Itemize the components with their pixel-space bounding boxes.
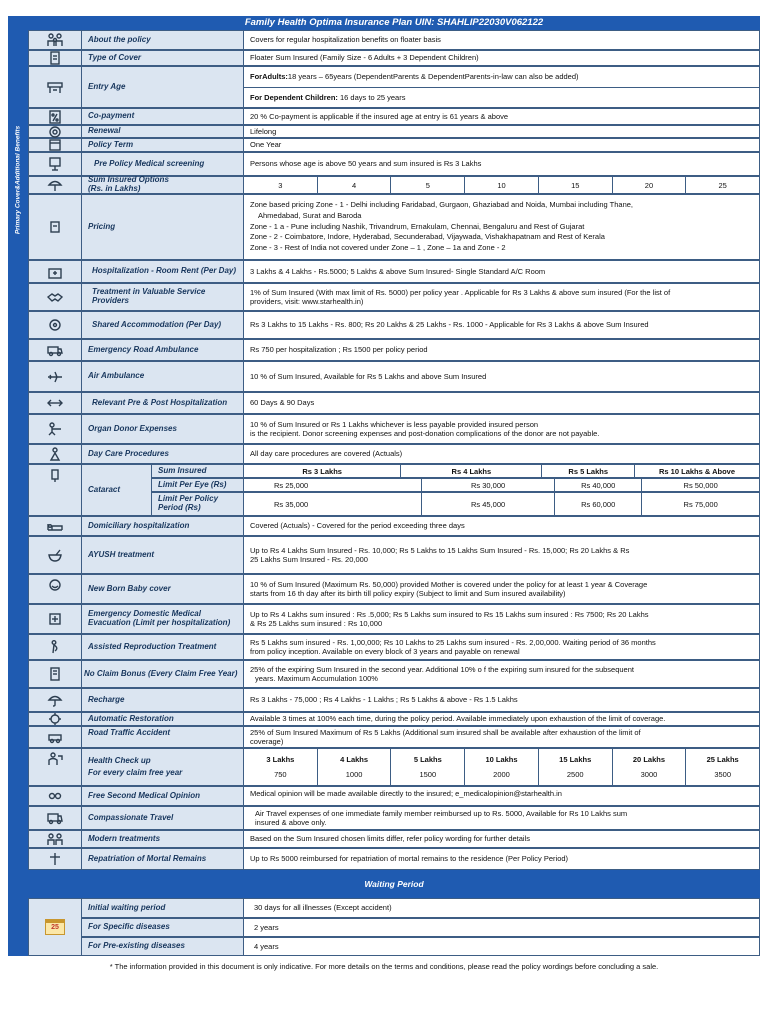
entry-children [244, 87, 760, 108]
row-label: Organ Donor Expenses [82, 414, 244, 444]
value-line: Air Travel expenses of one immediate family member reimbursed up to Rs. 5000, Available for Rs 10 Lakhs sum [255, 808, 628, 818]
row-value: Rs 3 Lakhs - 75,000 ; Rs 4 Lakhs - 1 Lakhs ; Rs 5 Lakhs & above - Rs 1.5 Lakhs [244, 688, 760, 712]
row-road-accident [28, 726, 760, 748]
checkup-label-2: For every claim free year [88, 767, 183, 777]
pricing-line: Zone - 1 a - Pune including Nashik, Trivandrum, Ernakulam, Chennai, Bengaluru and Rest of Gujarat [250, 221, 585, 231]
mortar-icon [47, 548, 63, 562]
row-sum-insured-options [28, 176, 760, 194]
cataract-per-policy: Rs 35,000 [244, 492, 422, 516]
row-renewal [28, 125, 760, 138]
waiting-period-table [28, 898, 760, 956]
row-label: No Claim Bonus (Every Claim Free Year) [82, 660, 244, 688]
checkup-value: 3000 [640, 770, 658, 779]
evacuation-icon [47, 612, 63, 626]
row-copay [28, 108, 760, 125]
row-restoration [28, 712, 760, 726]
ambulance-icon [47, 343, 63, 357]
pregnancy-icon [47, 640, 63, 654]
row-label: Emergency Domestic Medical Evacuation (Limit per hospitalization) [82, 604, 244, 634]
row-label: Policy Term [82, 138, 244, 152]
si-option: 3 [244, 176, 318, 194]
cataract-grid [244, 464, 760, 516]
checkup-col-header: 5 Lakhs [413, 755, 442, 764]
checkup-col-header: 25 Lakhs [706, 755, 739, 764]
row-value: 2 years [244, 918, 760, 937]
checkup-col-header: 20 Lakhs [632, 755, 665, 764]
value-line: 25 Lakhs Sum Insured - Rs. 20,000 [250, 555, 368, 564]
arrows-icon [47, 396, 63, 410]
value-line: Up to Rs 4 Lakhs sum insured : Rs .5,000; Rs 5 Lakhs sum insured to Rs 15 Lakhs sum insured : Rs 7500; Rs 20 Lakhs [250, 609, 649, 619]
row-label: Renewal [82, 125, 244, 138]
row-second-opinion [28, 786, 760, 806]
value-line: providers, visit: www.starhealth.in) [250, 297, 364, 306]
row-label: Air Ambulance [82, 361, 244, 392]
row-value: Covered (Actuals) - Covered for the period exceeding three days [244, 516, 760, 536]
row-label: For Pre-existing diseases [82, 937, 244, 956]
checkup-value: 2000 [493, 770, 510, 779]
checkup-value: 2500 [566, 770, 584, 779]
row-value [244, 726, 760, 748]
si-label-2: (Rs. in Lakhs) [88, 184, 141, 193]
eye-drop-icon [47, 469, 63, 483]
travel-van-icon [47, 811, 63, 825]
si-option: 10 [465, 176, 539, 194]
value-line: & Rs 25 Lakhs sum insured : Rs 10,000 [250, 619, 383, 628]
row-initial-waiting [28, 898, 760, 918]
children-label: For Dependent Children: [250, 92, 338, 102]
row-value: Persons whose age is above 50 years and sum insured is Rs 3 Lakhs [244, 152, 760, 176]
row-pre-post [28, 392, 760, 414]
doctor-icon [47, 752, 63, 766]
row-value: 60 Days & 90 Days [244, 392, 760, 414]
value-line: 10 % of Sum Insured (Maximum Rs. 50,000) provided Mother is covered under the policy for at least 1 year & Coverage [250, 579, 648, 589]
document-icon [47, 51, 63, 65]
hospital-icon [47, 265, 63, 279]
row-label: Assisted Reproduction Treatment [82, 634, 244, 660]
children-value: 16 days to 25 years [337, 92, 406, 102]
row-day-care [28, 444, 760, 464]
repatriation-icon [47, 852, 63, 866]
row-term [28, 138, 760, 152]
si-option: 4 [318, 176, 392, 194]
row-entry-age [28, 66, 760, 108]
row-value [244, 414, 760, 444]
row-value: Medical opinion will be made available directly to the insured; e_medicalopinion@starhealth.in [244, 786, 760, 806]
value-line: 25% of the expiring Sum Insured in the second year. Additional 10% o f the expiring sum insured for the subsequent [250, 664, 634, 674]
pricing-zones [244, 194, 760, 260]
cataract-per-eye: Rs 25,000 [244, 478, 422, 492]
home-bed-icon [47, 519, 63, 533]
row-label: New Born Baby cover [82, 574, 244, 604]
row-label: For Specific diseases [82, 918, 244, 937]
value-line: years. Maximum Accumulation 100% [255, 674, 378, 683]
row-value [244, 283, 760, 311]
row-label: Entry Age [82, 66, 244, 108]
row-label: Compassionate Travel [82, 806, 244, 830]
side-label-text: Primary Cover&Additional Benefits [14, 125, 22, 235]
value-line: from policy inception. Available on every block of 3 years and payable on renewal [250, 647, 520, 656]
family-icon [47, 33, 63, 47]
calendar-icon [47, 138, 63, 152]
row-air-ambulance [28, 361, 760, 392]
row-label: Hospitalization - Room Rent (Per Day) [82, 260, 244, 283]
row-value: 20 % Co-payment is applicable if the insured age at entry is 61 years & above [244, 108, 760, 125]
price-tag-icon [47, 220, 63, 234]
side-label [8, 30, 28, 870]
row-domiciliary [28, 516, 760, 536]
adults-label: ForAdults: [250, 72, 288, 82]
row-no-claim-bonus [28, 660, 760, 688]
row-value [244, 536, 760, 574]
value-line: Rs 5 Lakhs sum insured - Rs. 1,00,000; Rs 10 Lakhs to 25 Lakhs sum insured - Rs. 2,00,000. Waiting period of 36 months [250, 637, 656, 647]
cataract-col-header: Rs 4 Lakhs [401, 464, 542, 478]
opinion-icon [47, 789, 63, 803]
row-compassionate-travel [28, 806, 760, 830]
row-shared-accommodation [28, 311, 760, 339]
value-line: 10 % of Sum Insured or Rs 1 Lakhs whichever is less payable provided insured person [250, 419, 539, 429]
row-label: Modern treatments [82, 830, 244, 848]
percent-icon [47, 110, 63, 124]
row-label: Co-payment [82, 108, 244, 125]
value-line: coverage) [250, 737, 284, 746]
cataract-col-header: Rs 10 Lakhs & Above [635, 464, 760, 478]
row-label: Road Traffic Accident [82, 726, 244, 748]
organ-donor-icon [47, 422, 63, 436]
row-label [82, 176, 244, 194]
pricing-line: Zone based pricing Zone - 1 - Delhi including Faridabad, Gurgaon, Ghaziabad and Noida, Mumbai including Thane, [250, 199, 634, 209]
row-assisted-reproduction [28, 634, 760, 660]
row-about [28, 30, 760, 50]
adults-value: 18 years – 65years (DependentParents & DependentParents-in-law can also be added) [287, 72, 579, 82]
value-line: 1% of Sum Insured (With max limit of Rs. 5000) per policy year . Applicable for Rs 3 Lakhs & above sum insured (For the list of [250, 287, 671, 297]
row-evacuation [28, 604, 760, 634]
row-value: One Year [244, 138, 760, 152]
row-specific-diseases [28, 918, 760, 937]
row-label: Pre Policy Medical screening [82, 152, 244, 176]
row-label: Recharge [82, 688, 244, 712]
value-line: 25% of Sum Insured Maximum of Rs 5 Lakhs (Additional sum insured shall be available after exhaustion of the limit of [250, 727, 641, 737]
umbrella-icon [47, 693, 63, 707]
handshake-icon [47, 290, 63, 304]
row-cataract [28, 464, 760, 516]
row-value [244, 634, 760, 660]
row-newborn [28, 574, 760, 604]
pricing-line: Zone - 3 - Rest of India not covered under Zone – 1 , Zone – 1a and Zone - 2 [250, 243, 506, 253]
checkup-col-header: 3 Lakhs [266, 755, 295, 764]
row-value [244, 660, 760, 688]
checkup-col-header: 15 Lakhs [559, 755, 592, 764]
airplane-icon [47, 370, 63, 384]
cataract-per-policy: Rs 60,000 [555, 492, 642, 516]
value-line: Up to Rs 4 Lakhs Sum Insured - Rs. 10,000; Rs 5 Lakhs to 15 Lakhs Sum Insured - Rs. 15,000; Rs 20 Lakhs & Rs [250, 545, 630, 555]
row-label: Domiciliary hospitalization [82, 516, 244, 536]
team-icon [47, 832, 63, 846]
row-value: Available 3 times at 100% each time, during the policy period. Available immediately upon exhaustion of the limit of coverage. [244, 712, 760, 726]
row-label: Repatriation of Mortal Remains [82, 848, 244, 870]
row-label: Treatment in Valuable Service Providers [82, 283, 244, 311]
row-label: Emergency Road Ambulance [82, 339, 244, 361]
row-label: Free Second Medical Opinion [82, 786, 244, 806]
checkup-label-1: Health Check up [88, 755, 151, 765]
car-accident-icon [47, 730, 63, 744]
value-line: insured & above only. [255, 818, 327, 827]
si-option: 25 [686, 176, 760, 194]
row-label: Initial waiting period [82, 898, 244, 918]
value-line: starts from 16 th day after its birth till policy expiry (Subject to limit and Sum insured availability) [250, 589, 566, 598]
waiting-period-title: Waiting Period [364, 879, 424, 889]
row-value [244, 806, 760, 830]
row-label: Automatic Restoration [82, 712, 244, 726]
row-recharge [28, 688, 760, 712]
people-icon [47, 80, 63, 94]
entry-adults [244, 66, 760, 87]
row-value [244, 604, 760, 634]
benefits-table [28, 30, 760, 870]
pricing-line: Zone - 2 - Coimbatore, Indore, Hyderabad, Secunderabad, Vijaywada, Vishakhapatnam and Rest of Kerala [250, 232, 605, 242]
row-screening [28, 152, 760, 176]
checkup-grid [244, 748, 760, 786]
row-label: Day Care Procedures [82, 444, 244, 464]
shared-room-icon [47, 318, 63, 332]
cataract-col-header: Rs 3 Lakhs [244, 464, 401, 478]
disclaimer-footnote: * The information provided in this document is only indicative. For more details on the terms and conditions, please read the policy wordings before concluding a sale. [109, 962, 659, 971]
row-label: Relevant Pre & Post Hospitalization [82, 392, 244, 414]
checkup-value: 750 [274, 770, 287, 779]
calendar-icon: 25 [45, 919, 65, 935]
si-option: 5 [391, 176, 465, 194]
cataract-per-eye: Rs 40,000 [555, 478, 642, 492]
cataract-sub-policy: Limit Per Policy Period (Rs) [152, 492, 244, 516]
row-pricing [28, 194, 760, 260]
row-value: All day care procedures are covered (Actuals) [244, 444, 760, 464]
row-value [244, 574, 760, 604]
cataract-per-policy: Rs 45,000 [422, 492, 555, 516]
bonus-icon [47, 667, 63, 681]
row-value: Rs 750 per hospitalization ; Rs 1500 per policy period [244, 339, 760, 361]
row-value: 10 % of Sum Insured, Available for Rs 5 Lakhs and above Sum Insured [244, 361, 760, 392]
checkup-value: 3500 [714, 770, 732, 779]
checkup-col-header: 10 Lakhs [485, 755, 518, 764]
si-option: 20 [613, 176, 687, 194]
cataract-sub-si: Sum Insured [152, 464, 244, 478]
row-label: Shared Accommodation (Per Day) [82, 311, 244, 339]
row-value: Lifelong [244, 125, 760, 138]
row-ayush [28, 536, 760, 574]
row-label: Cataract [82, 464, 152, 516]
row-type [28, 50, 760, 66]
row-label: About the policy [82, 30, 244, 50]
si-label-1: Sum Insured Options [88, 175, 169, 185]
checkup-value: 1500 [419, 770, 437, 779]
row-label: Type of Cover [82, 50, 244, 66]
policy-sheet [8, 16, 760, 956]
row-road-ambulance [28, 339, 760, 361]
umbrella-icon [47, 178, 63, 192]
row-value: Floater Sum Insured (Family Size - 6 Adults + 3 Dependent Children) [244, 50, 760, 66]
restore-icon [47, 712, 63, 726]
row-label [82, 748, 244, 786]
row-label: Pricing [82, 194, 244, 260]
row-value: 3 Lakhs & 4 Lakhs - Rs.5000; 5 Lakhs & above Sum Insured- Single Standard A/C Room [244, 260, 760, 283]
row-health-checkup [28, 748, 760, 786]
row-valuable-providers [28, 283, 760, 311]
value-line: is the recipient. Donor screening expenses and post-donation complications of the donor are not payable. [250, 429, 600, 438]
row-value: Covers for regular hospitalization benefits on floater basis [244, 30, 760, 50]
checkup-col-header: 4 Lakhs [340, 755, 369, 764]
cataract-per-eye: Rs 50,000 [642, 478, 760, 492]
pricing-line: Ahmedabad, Surat and Baroda [258, 210, 362, 220]
renewal-icon [47, 125, 63, 139]
si-options-grid [244, 176, 760, 194]
si-option: 15 [539, 176, 613, 194]
cataract-per-policy: Rs 75,000 [642, 492, 760, 516]
row-value: Up to Rs 5000 reimbursed for repatriation of mortal remains to the residence (Per Policy Period) [244, 848, 760, 870]
medical-screen-icon [47, 157, 63, 171]
checkup-value: 1000 [345, 770, 363, 779]
cataract-sub-eye: Limit Per Eye (Rs) [152, 478, 244, 492]
row-pre-existing [28, 937, 760, 956]
row-organ-donor [28, 414, 760, 444]
row-modern-treatments [28, 830, 760, 848]
cataract-per-eye: Rs 30,000 [422, 478, 555, 492]
patient-icon [47, 447, 63, 461]
row-room-rent [28, 260, 760, 283]
baby-icon [47, 578, 63, 592]
cataract-col-header: Rs 5 Lakhs [542, 464, 635, 478]
row-value: 4 years [244, 937, 760, 956]
page-title: Family Health Optima Insurance Plan UIN: SHAHLIP22030V062122 [244, 17, 544, 28]
row-label: AYUSH treatment [82, 536, 244, 574]
row-value: Based on the Sum Insured chosen limits differ, refer policy wording for further details [244, 830, 760, 848]
row-value: 30 days for all illnesses (Except accident) [244, 898, 760, 918]
row-repatriation [28, 848, 760, 870]
row-value: Rs 3 Lakhs to 15 Lakhs - Rs. 800; Rs 20 Lakhs & 25 Lakhs - Rs. 1000 - Applicable for Rs 3 Lakhs & above Sum Insured [244, 311, 760, 339]
